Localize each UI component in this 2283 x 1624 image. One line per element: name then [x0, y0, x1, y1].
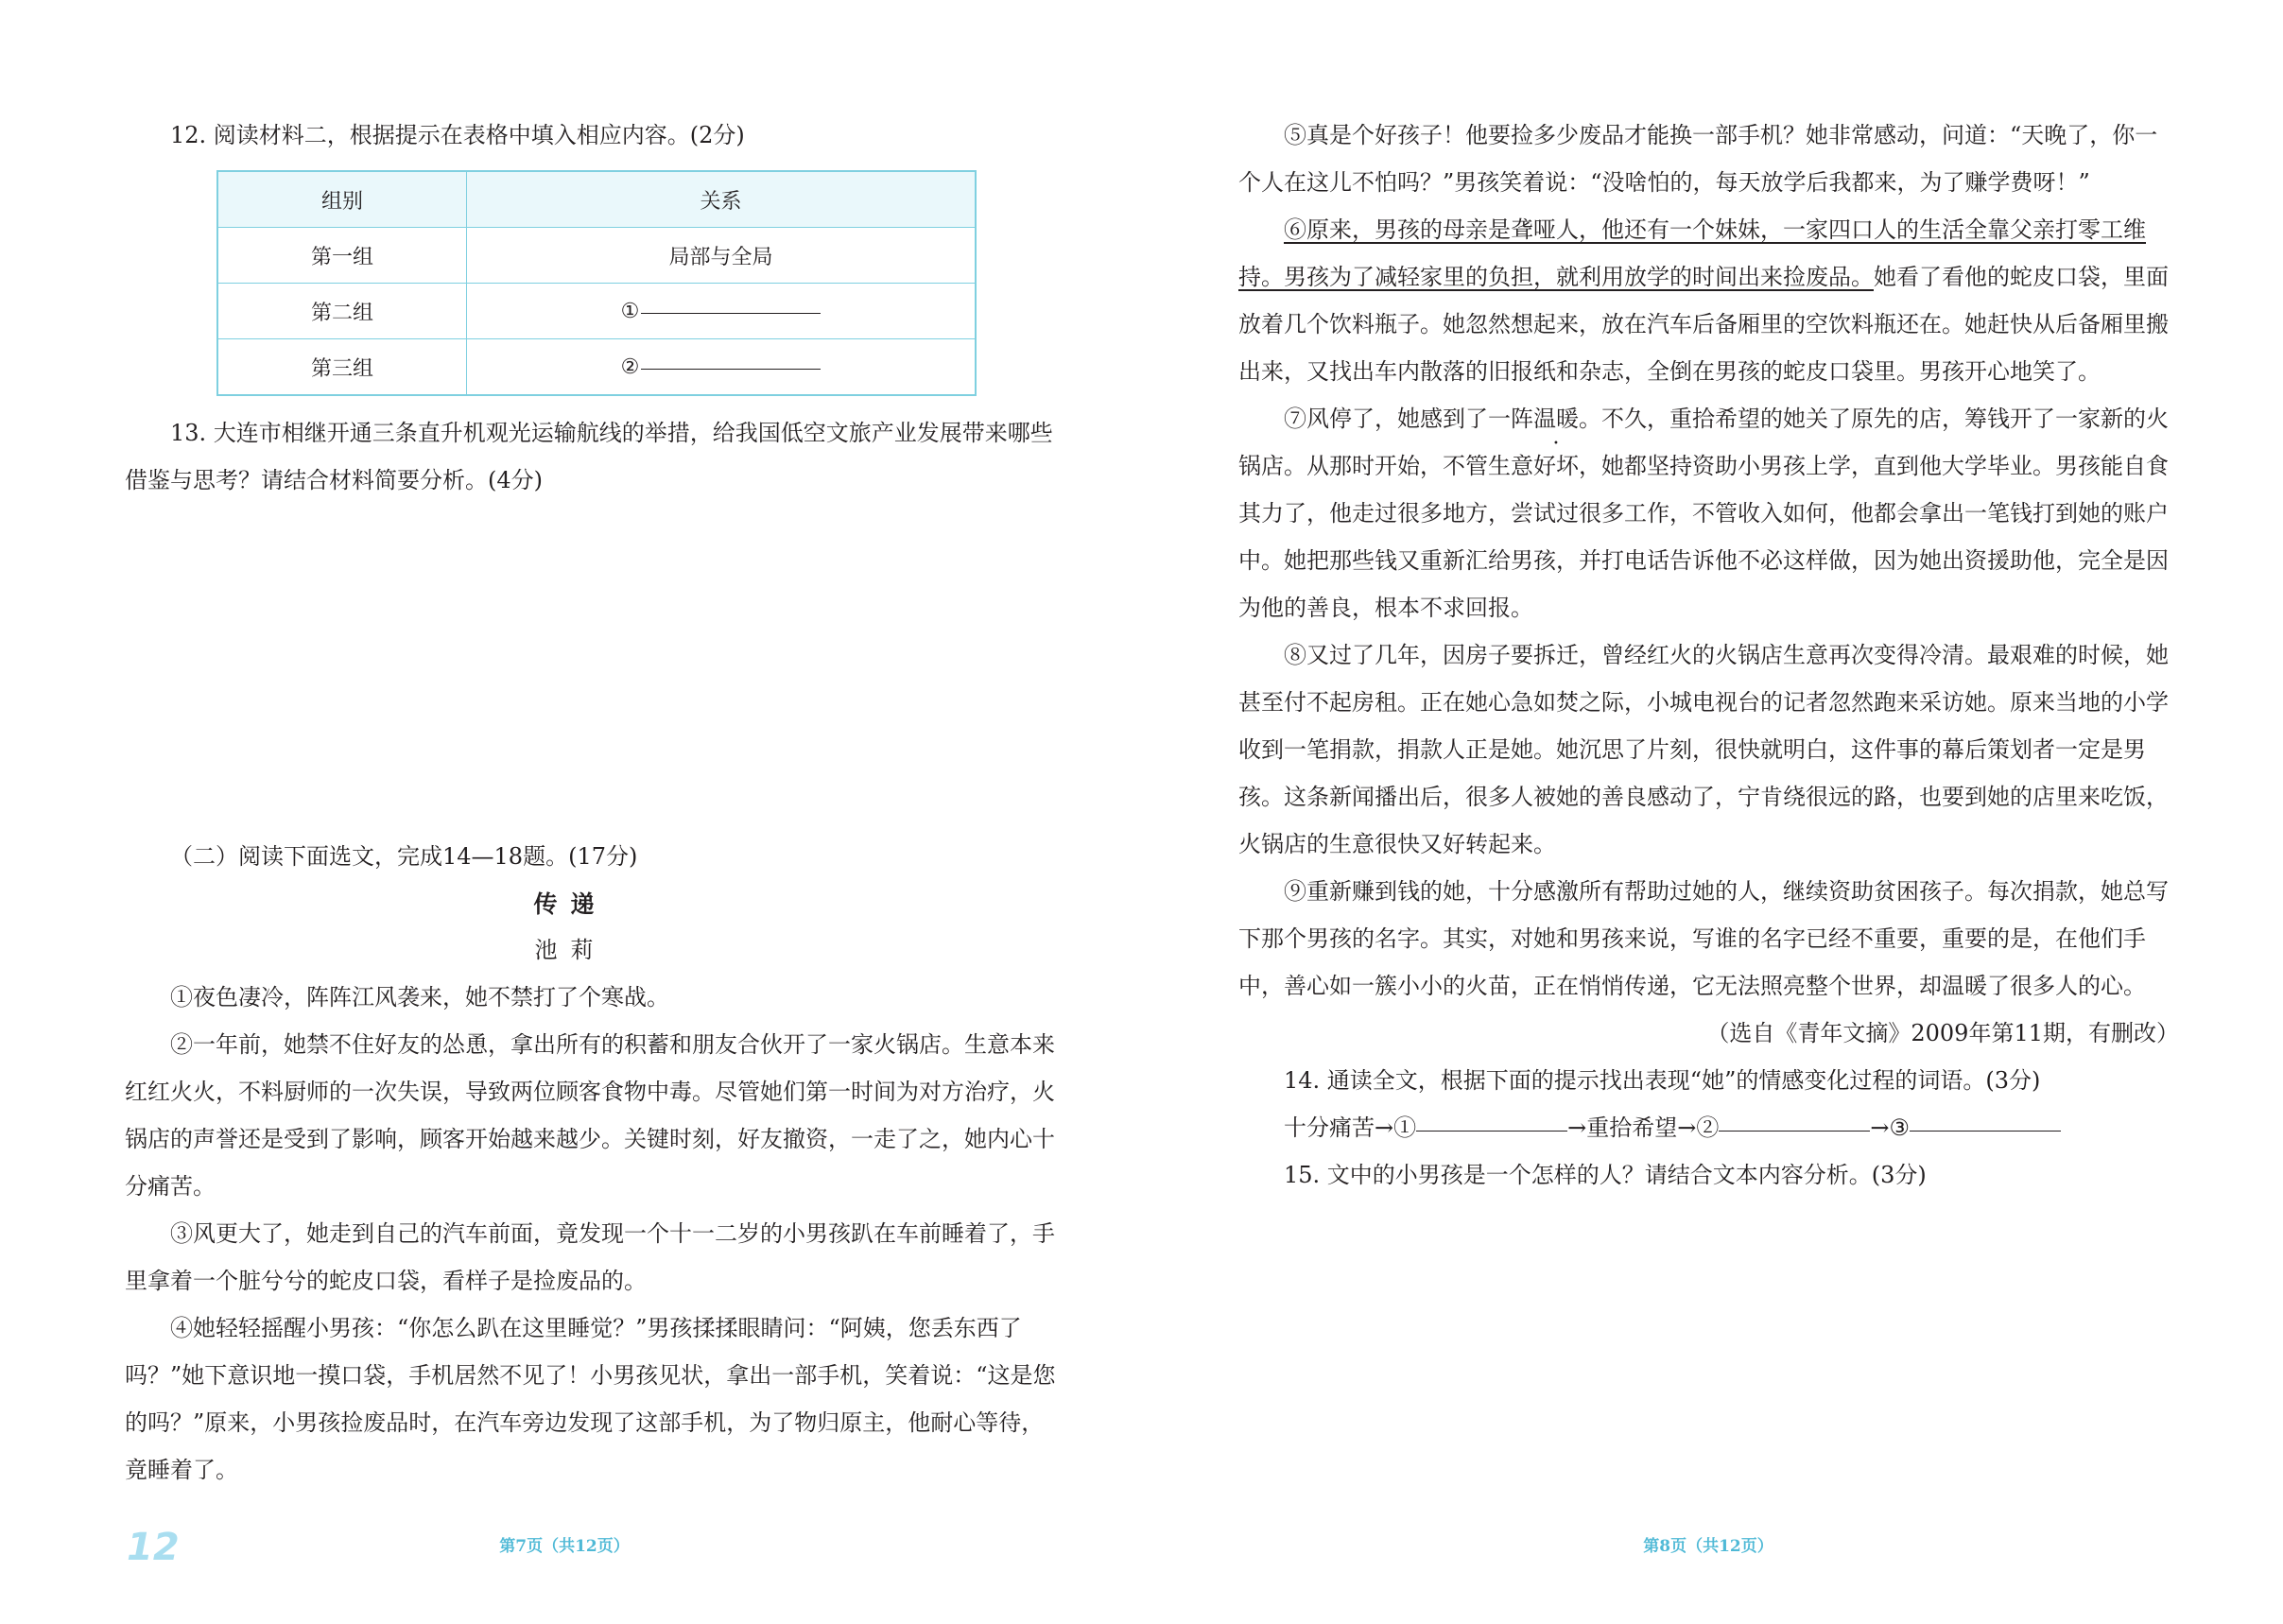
passage-line: 分痛苦。: [125, 1173, 216, 1200]
passage-line: ③风更大了，她走到自己的汽车前面，竟发现一个十一二岁的小男孩趴在车前睡着了，手: [170, 1220, 1055, 1247]
chain-mid: →重拾希望→②: [1567, 1114, 1720, 1141]
right-page: [1142, 0, 2283, 1624]
passage-line: 竟睡着了。: [125, 1457, 238, 1483]
section-2-heading: （二）阅读下面选文，完成14—18题。(17分): [170, 843, 638, 870]
table-cell: 第三组: [217, 339, 467, 396]
question-15: 15. 文中的小男孩是一个怎样的人？请结合文本内容分析。(3分): [1284, 1162, 1927, 1188]
chain-end: →③: [1870, 1114, 1910, 1141]
passage-line: 的吗？”原来，小男孩捡废品时，在汽车旁边发现了这部手机，为了物归原主，他耐心等待，: [125, 1409, 1045, 1436]
table-cell: 第二组: [217, 284, 467, 339]
answer-blank[interactable]: [641, 365, 821, 370]
table-answer-cell[interactable]: [467, 284, 977, 339]
passage-line: 孩。这条新闻播出后，很多人被她的善良感动了，宁肯绕很远的路，也要到她的店里来吃饭，: [1238, 784, 2169, 810]
table-cell: 第一组: [217, 228, 467, 284]
passage-line: 收到一笔捐款，捐款人正是她。她沉思了片刻，很快就明白，这件事的幕后策划者一定是男: [1238, 736, 2146, 763]
left-page: [0, 0, 1141, 1624]
emphasized-word: 温暖: [1533, 406, 1579, 432]
answer-marker: ②: [620, 354, 640, 379]
passage-line: 锅店。从那时开始，不管生意好坏，她都坚持资助小男孩上学，直到他大学毕业。男孩能自食: [1238, 453, 2169, 479]
page-footer-left: 第7页（共12页）: [499, 1537, 630, 1556]
passage-line: [1238, 253, 2169, 301]
passage-line: ⑧又过了几年，因房子要拆迁，曾经红火的火锅店生意再次变得冷清。最艰难的时候，她: [1284, 642, 2169, 668]
passage-title: 传递: [533, 890, 608, 918]
question-12: 12. 阅读材料二，根据提示在表格中填入相应内容。(2分): [170, 122, 745, 148]
passage-line: 红红火火，不料厨师的一次失误，导致两位顾客食物中毒。尽管她们第一时间为对方治疗，火: [125, 1079, 1055, 1105]
passage-line: 里拿着一个脏兮兮的蛇皮口袋，看样子是捡废品的。: [125, 1268, 647, 1294]
table-answer-cell[interactable]: [467, 339, 977, 396]
passage-line: 中，善心如一簇小小的火苗，正在悄悄传递，它无法照亮整个世界，却温暖了很多人的心。: [1238, 973, 2146, 999]
table-cell: 局部与全局: [467, 228, 977, 284]
passage-line: 甚至付不起房租。正在她心急如焚之际，小城电视台的记者忽然跑来采访她。原来当地的小学: [1238, 689, 2169, 716]
question-14-chain: [1284, 1104, 2061, 1151]
page-footer-right: 第8页（共12页）: [1643, 1537, 1773, 1556]
table-header-row: [217, 171, 976, 228]
passage-fragment: ⑦风停了，她感到了一阵: [1284, 406, 1533, 432]
table-row: [217, 228, 976, 284]
passage-line: ⑨重新赚到钱的她，十分感激所有帮助过她的人，继续资助贫困孩子。每次捐款，她总写: [1284, 878, 2169, 905]
answer-blank[interactable]: [1910, 1127, 2061, 1132]
answer-blank[interactable]: [1719, 1127, 1870, 1132]
underlined-sentence: 持。男孩为了减轻家里的负担，就利用放学的时间出来捡废品。: [1238, 264, 1874, 290]
answer-blank[interactable]: [641, 309, 821, 314]
answer-table: [216, 170, 977, 396]
answer-blank[interactable]: [1416, 1127, 1567, 1132]
passage-line: 为他的善良，根本不求回报。: [1238, 595, 1533, 621]
passage-line: 放着几个饮料瓶子。她忽然想起来，放在汽车后备厢里的空饮料瓶还在。她赶快从后备厢里搬: [1238, 311, 2169, 337]
passage-author: 池莉: [534, 937, 607, 963]
passage-fragment: 。不久，重拾希望的她关了原先的店，筹钱开了一家新的火: [1579, 406, 2169, 432]
question-13-line1: 13. 大连市相继开通三条直升机观光运输航线的举措，给我国低空文旅产业发展带来哪些: [170, 420, 1053, 446]
passage-line: 中。她把那些钱又重新汇给男孩，并打电话告诉他不必这样做，因为她出资援助他，完全是因: [1238, 547, 2169, 574]
question-14: 14. 通读全文，根据下面的提示找出表现“她”的情感变化过程的词语。(3分): [1284, 1067, 2041, 1094]
table-row: [217, 284, 976, 339]
question-13-line2: 借鉴与思考？请结合材料简要分析。(4分): [125, 467, 543, 493]
table-header-relation: 关系: [467, 171, 977, 228]
passage-line: 吗？”她下意识地一摸口袋，手机居然不见了！小男孩见状，拿出一部手机，笑着说：“这是您: [125, 1362, 1056, 1389]
passage-line: 个人在这儿不怕吗？”男孩笑着说：“没啥怕的，每天放学后我都来，为了赚学费呀！”: [1238, 169, 2090, 196]
passage-line: 下那个男孩的名字。其实，对她和男孩来说，写谁的名字已经不重要，重要的是，在他们手: [1238, 925, 2146, 952]
table-row: [217, 339, 976, 396]
table-header-group: 组别: [217, 171, 467, 228]
answer-marker: ①: [620, 299, 640, 323]
page-folio: 12: [127, 1526, 180, 1569]
passage-line: 其力了，他走过很多地方，尝试过很多工作，不管收入如何，他都会拿出一笔钱打到她的账户: [1238, 500, 2169, 527]
passage-line: ②一年前，她禁不住好友的怂恿，拿出所有的积蓄和朋友合伙开了一家火锅店。生意本来: [170, 1031, 1055, 1058]
passage-line: ①夜色凄冷，阵阵江风袭来，她不禁打了个寒战。: [170, 984, 669, 1011]
passage-line: ④她轻轻摇醒小男孩：“你怎么趴在这里睡觉？”男孩揉揉眼睛问：“阿姨，您丢东西了: [170, 1315, 1022, 1341]
underlined-passage-line: ⑥原来，男孩的母亲是聋哑人，他还有一个妹妹，一家四口人的生活全靠父亲打零工维: [1284, 216, 2146, 243]
passage-source: （选自《青年文摘》2009年第11期，有删改）: [1706, 1020, 2179, 1046]
passage-line: ⑤真是个好孩子！他要捡多少废品才能换一部手机？她非常感动，问道：“天晚了，你一: [1284, 122, 2158, 148]
passage-line: 锅店的声誉还是受到了影响，顾客开始越来越少。关键时刻，好友撤资，一走了之，她内心十: [125, 1126, 1055, 1152]
chain-start: 十分痛苦→①: [1284, 1114, 1417, 1141]
passage-line: 火锅店的生意很快又好转起来。: [1238, 831, 1556, 857]
passage-line: [1284, 395, 2169, 442]
passage-line: 出来，又找出车内散落的旧报纸和杂志，全倒在男孩的蛇皮口袋里。男孩开心地笑了。: [1238, 358, 2101, 385]
passage-fragment: 她看了看他的蛇皮口袋，里面: [1874, 264, 2169, 290]
